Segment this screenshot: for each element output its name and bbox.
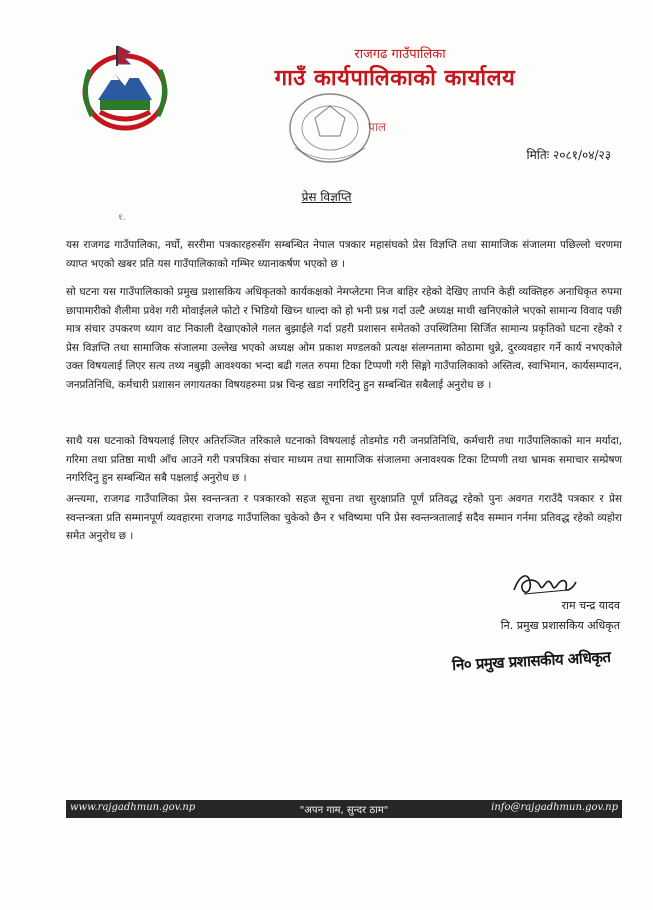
footer-email: info@rajgadhmun.gov.np	[491, 802, 618, 813]
signatory-designation: नि. प्रमुख प्रशासकिय अधिकृत	[500, 619, 620, 632]
footer-slogan: "अपन गाम, सुन्दर ठाम"	[299, 805, 389, 816]
handwritten-signature-icon	[510, 568, 580, 600]
footer-website: www.rajgadhmun.gov.np	[70, 802, 196, 813]
date-line: मितिः २०८१/०४/२३	[526, 148, 611, 162]
body-paragraph: अन्त्यमा, राजगढ गाउँपालिका प्रेस स्वन्तन्त्रता र पत्रकारको सहज सूचना तथा सुरक्षाप्रति पूर्ण प्रतिवद्ध रहेको पुनः अवगत गराउँदै पत्रकार र प्रेस स्वन्तन्त्रता प्रति सम्मानपूर्ण व्यवहारमा राजगढ गाउँपालिका चुकेको छैन र भविष्यमा पनि प्रेस स्वन्तन्त्रतालाई सदैव सम्मान गर्नमा प्रतिवद्ध रहेको व्यहोरा समेत अनुरोध छ ।	[66, 493, 622, 542]
seal-overlap-text: पाल	[368, 120, 387, 134]
body-paragraph: यस राजगढ गाउँपालिका, नर्घो, सररीमा पत्रकारहरुसँग सम्बन्धित नेपाल पत्रकार महासंघको प्रेस विज्ञप्ति तथा सामाजिक संजालमा पछिल्लो चरणमा व्याप्त भएको खबर प्रति यस गाउँपालिकाको गम्भिर ध्यानाकर्षण भएको छ ।	[66, 239, 622, 270]
signatory-name: राम चन्द्र यादव	[561, 599, 620, 612]
document-title: प्रेस विज्ञप्ति	[301, 190, 352, 204]
stray-mark: १.	[118, 213, 126, 223]
municipality-name: राजगढ गाउँपालिका	[354, 47, 446, 62]
office-title: गाउँ कार्यपालिकाको कार्यालय	[274, 66, 516, 91]
body-paragraph: सो घटना यस गाउँपालिकाको प्रमुख प्रशासकिय अधिकृतको कार्यकक्षको नेमप्लेटमा निज बाहिर रहेको देखिए तापनि केही व्यक्तिहरु अनाधिकृत रुपमा छापामारीको शैलीमा प्रवेश गरी मोवाईलले फोटो र भिडियो खिच्न थाल्दा को हो भनी प्रश्न गर्दा उल्टै अध्यक्ष माथी खनिएकोले भएको सामान्य विवाद पछी मात्र संचार उपकरण थ्याग वाट निकाली देखाएकोले गलत बुझाईले गर्दा प्रहरी प्रशासन समेतको उपस्थितिमा सिर्जित सामान्य प्रकृतिको घटना रहेको र प्रेस विज्ञप्ति तथा सामाजिक संजालमा उल्लेख भएको अध्यक्ष ओम प्रकाश मण्डलको प्रत्यक्ष संलग्नतामा कोठामा थुन्ने, दुरव्यवहार गर्ने कार्य नभएकोले उक्त विषयलाई लिएर सत्य तथ्य नबुझी आवश्यका भन्दा बढी गलत रुपमा टिका टिप्पणी गरी सिङ्गो गाउँपालिकाको अस्तित्व, स्वाभिमान, कार्यसम्पादन, जनप्रतिनिधि, कर्मचारी प्रशासन लगायतका विषयहरुमा प्रश्न चिन्ह खडा नगरिदिनु हुन सम्बन्धित सबैलाई अनुरोध छ ।	[66, 286, 622, 391]
footer-bar	[66, 800, 622, 818]
nepal-emblem-icon	[70, 40, 180, 140]
body-paragraph: साथै यस घटनाको विषयलाई लिएर अतिरञ्जित तरिकाले घटनाको विषयलाई तोडमोड गरी जनप्रतिनिधि, कर्मचारी तथा गाउँपालिकाको मान मर्यादा, गरिमा तथा प्रतिष्ठा माथी आँच आउने गरी पत्रपत्रिका संचार माध्यम तथा सामाजिक संजालमा अनावश्यक टिका टिप्पणी तथा भ्रामक समाचार सम्प्रेषण नगरिदिनु हुन सम्बन्धित सबै पक्षलाई अनुरोध छ ।	[66, 435, 622, 484]
designation-stamp: नि० प्रमुख प्रशासकीय अधिकृत	[451, 647, 611, 675]
